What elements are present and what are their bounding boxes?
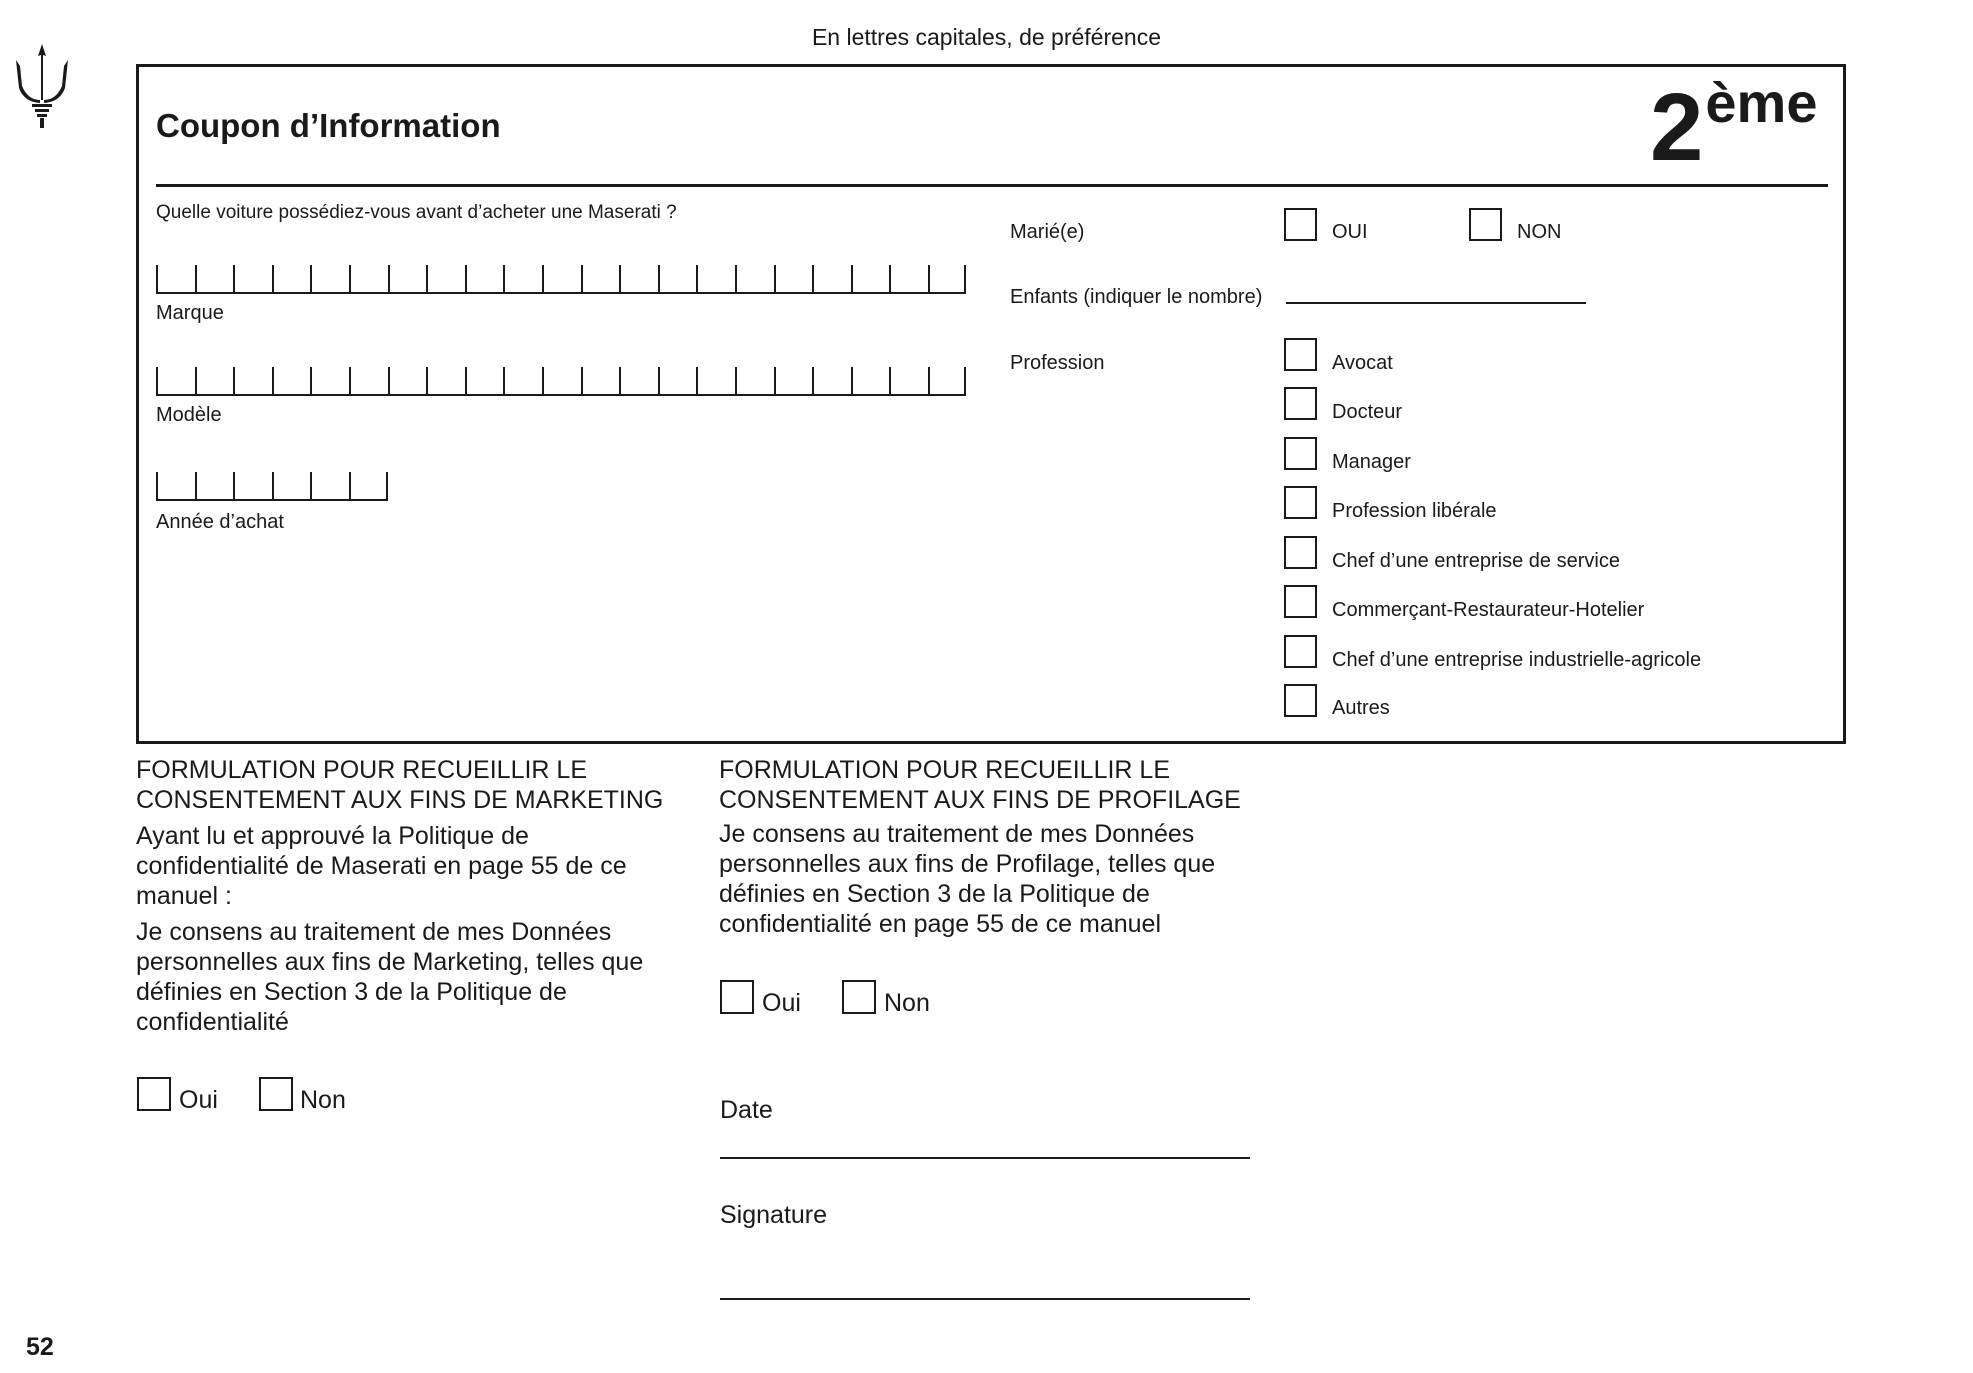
profession-option-manager: Manager xyxy=(1332,451,1411,473)
signature-label: Signature xyxy=(720,1201,828,1229)
profession-checkbox-manager[interactable] xyxy=(1284,437,1317,470)
profiling-yes-checkbox[interactable] xyxy=(720,980,754,1014)
profiling-no-label: Non xyxy=(884,989,930,1017)
year-comb-field[interactable] xyxy=(156,472,388,501)
brand-label: Marque xyxy=(156,302,224,324)
profession-checkbox-service[interactable] xyxy=(1284,536,1317,569)
profession-checkbox-autres[interactable] xyxy=(1284,684,1317,717)
title-divider xyxy=(156,184,1828,187)
married-label: Marié(e) xyxy=(1010,221,1085,243)
profiling-yes-label: Oui xyxy=(762,989,801,1017)
date-label: Date xyxy=(720,1096,773,1124)
maserati-trident-logo xyxy=(10,42,74,130)
profession-checkbox-avocat[interactable] xyxy=(1284,338,1317,371)
coupon-title: Coupon d’Information xyxy=(156,107,501,144)
marketing-no-checkbox[interactable] xyxy=(259,1077,293,1111)
marketing-heading-line1: FORMULATION POUR RECUEILLIR LE xyxy=(136,756,588,784)
page-number: 52 xyxy=(26,1333,54,1361)
profession-checkbox-liberale[interactable] xyxy=(1284,486,1317,519)
profession-checkbox-docteur[interactable] xyxy=(1284,387,1317,420)
married-no-checkbox[interactable] xyxy=(1469,208,1502,241)
year-label: Année d’achat xyxy=(156,511,284,533)
profession-label: Profession xyxy=(1010,352,1105,374)
copy-number-badge xyxy=(1650,70,1818,181)
profession-option-liberale: Profession libérale xyxy=(1332,500,1497,522)
previous-car-question: Quelle voiture possédiez-vous avant d’acheter une Maserati ? xyxy=(156,202,677,223)
marketing-no-label: Non xyxy=(300,1086,346,1114)
marketing-consent-section xyxy=(136,755,676,1037)
profession-option-docteur: Docteur xyxy=(1332,401,1403,423)
profession-option-industrielle: Chef d’une entreprise industrielle-agricole xyxy=(1332,649,1702,671)
profession-checkbox-industrielle[interactable] xyxy=(1284,635,1317,668)
marketing-para2: Je consens au traitement de mes Données personnelles aux fins de Marketing, telles que définies en Section 3 de la Politique de confidentialité xyxy=(136,918,644,1036)
married-yes-label: OUI xyxy=(1332,221,1368,243)
badge-number: 2 xyxy=(1650,74,1704,181)
marketing-yes-checkbox[interactable] xyxy=(137,1077,171,1111)
marketing-para1: Ayant lu et approuvé la Politique de confidentialité de Maserati en page 55 de ce manuel : xyxy=(136,822,627,910)
profession-option-service: Chef d’une entreprise de service xyxy=(1332,550,1620,572)
children-label: Enfants (indiquer le nombre) xyxy=(1010,286,1263,308)
profiling-heading-line2: CONSENTEMENT AUX FINS DE PROFILAGE xyxy=(719,786,1241,814)
profiling-para1: Je consens au traitement de mes Données personnelles aux fins de Profilage, telles que définies en Section 3 de la Politique de confidentialité en page 55 de ce manuel xyxy=(719,820,1216,938)
profiling-heading-line1: FORMULATION POUR RECUEILLIR LE xyxy=(719,756,1171,784)
profession-checkbox-commercant[interactable] xyxy=(1284,585,1317,618)
profession-option-commercant: Commerçant-Restaurateur-Hotelier xyxy=(1332,599,1645,621)
brand-comb-field[interactable] xyxy=(156,265,966,294)
profiling-consent-section xyxy=(719,755,1259,939)
marketing-yes-label: Oui xyxy=(179,1086,218,1114)
married-yes-checkbox[interactable] xyxy=(1284,208,1317,241)
signature-line[interactable] xyxy=(720,1298,1250,1300)
profession-option-autres: Autres xyxy=(1332,697,1390,719)
date-line[interactable] xyxy=(720,1157,1250,1159)
coupon-frame xyxy=(136,64,1846,744)
uppercase-hint: En lettres capitales, de préférence xyxy=(811,24,1162,50)
children-count-line[interactable] xyxy=(1286,302,1586,304)
profession-option-avocat: Avocat xyxy=(1332,352,1393,374)
badge-suffix: ème xyxy=(1705,71,1818,134)
marketing-heading-line2: CONSENTEMENT AUX FINS DE MARKETING xyxy=(136,786,664,814)
model-label: Modèle xyxy=(156,404,222,426)
profiling-no-checkbox[interactable] xyxy=(842,980,876,1014)
married-no-label: NON xyxy=(1517,221,1562,243)
model-comb-field[interactable] xyxy=(156,367,966,396)
